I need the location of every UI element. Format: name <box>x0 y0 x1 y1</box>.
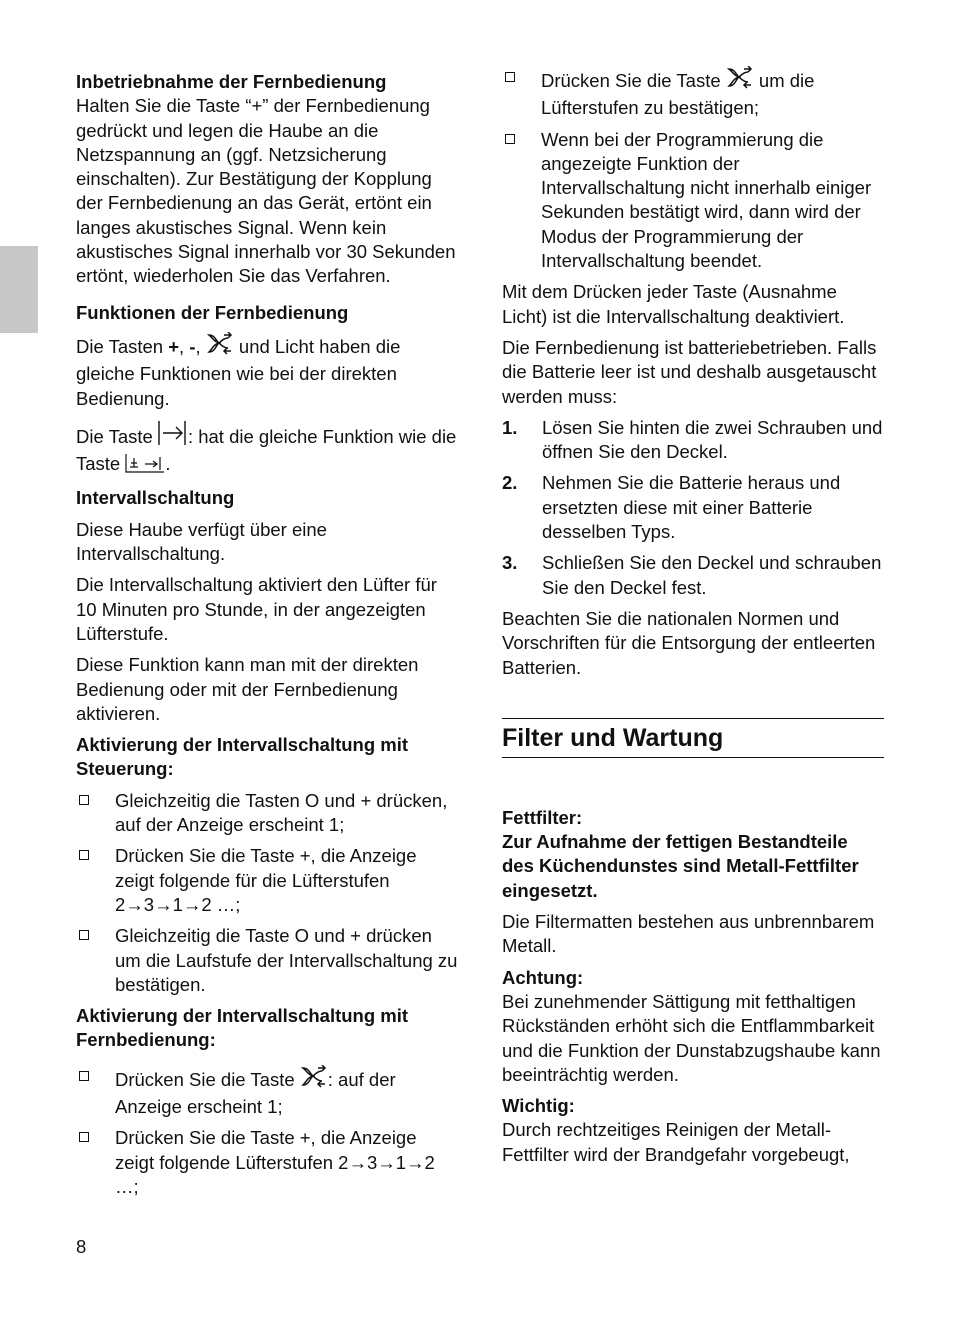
right-check-list <box>502 66 884 273</box>
fernbed-list <box>76 1065 458 1199</box>
steuerung-heading: Aktivierung der Intervallschaltung mit Steuerung: <box>76 734 409 780</box>
list-item <box>502 66 884 121</box>
intervall-paragraph-2: Die Intervallschaltung aktiviert den Lüfter für 10 Minuten pro Stunde, in der angezeigten Lüfterstufe. <box>76 574 437 644</box>
fettfilter-bold-text: Zur Aufnahme der fettigen Bestandteile des Küchendunstes sind Metall-Fettfilter eingesetzt. <box>502 831 859 901</box>
list-item <box>502 551 884 600</box>
fettfilter-heading: Fettfilter: <box>502 806 583 828</box>
battery-steps-list <box>502 416 884 600</box>
funktionen-paragraph-1 <box>76 332 458 411</box>
funktionen-heading: Funktionen der Fernbedienung <box>76 301 349 323</box>
list-item-text: : auf der Anzeige erscheint 1; <box>115 1068 396 1117</box>
funktionen-paragraph-2 <box>76 420 458 480</box>
text-span: . <box>165 453 171 475</box>
achtung-text: Bei zunehmender Sättigung mit fetthaltigen Rückständen erhöht sich die Entflammbarkeit und die Funktion der Dunstabzugshaube kann beeinträchtig werden. <box>502 990 881 1085</box>
intervall-paragraph-1: Diese Haube verfügt über eine Intervallschaltung. <box>76 518 327 565</box>
inbetrieb-heading: Inbetriebnahme der Fernbedienung <box>76 71 387 92</box>
inbetrieb-text: Halten Sie die Taste “+” der Fernbedienung gedrückt und legen die Haube an die Netzspannung an (ggf. Netzsicherung einschalten). Zur Bestätigung der Kopplung der Fernbedienung an das Gerät, ertönt ein langes akustisches Signal. Wenn kein akustisches Signal innerhalb vor 30 Sekunden ertönt, wiederholen Sie das Verfahren. <box>76 95 456 287</box>
fernbed-heading: Aktivierung der Intervallschaltung mit Fernbedienung: <box>76 1005 409 1051</box>
list-item-text: Schließen Sie den Deckel und schrauben Sie den Deckel fest. <box>542 552 882 598</box>
list-item-text: Drücken Sie die Taste +, die Anzeige zeigt folgende für die Lüfterstufen 2→3→1→2 …; <box>115 845 417 915</box>
checkbox-bullet-icon <box>505 72 515 82</box>
druecken-paragraph: Mit dem Drücken jeder Taste (Ausnahme Licht) ist die Intervallschaltung deaktiviert. <box>502 281 845 327</box>
checkbox-bullet-icon <box>79 930 89 940</box>
page-number: 8 <box>76 1236 87 1257</box>
list-item-text: um die Lüfterstufen zu bestätigen; <box>541 70 815 119</box>
list-item <box>502 471 884 544</box>
list-item-text: Wenn bei der Programmierung die angezeigte Funktion der Intervallschaltung nicht innerhalb einiger Sekunden bestätigt wird, dann wird der Modus der Programmierung der Intervallschaltung beendet. <box>541 128 872 272</box>
list-item-text: Drücken Sie die Taste +, die Anzeige zeigt folgende Lüfterstufen 2→3→1→2 …; <box>115 1127 435 1197</box>
intervall-paragraph-3: Diese Funktion kann man mit der direkten Bedienung oder mit der Fernbedienung aktivieren. <box>76 654 419 724</box>
text-span: Die Taste <box>76 425 158 447</box>
fan-interval-icon <box>206 332 234 362</box>
normen-paragraph: Beachten Sie die nationalen Normen und Vorschriften für die Entsorgung der entleerten Batterien. <box>502 607 876 678</box>
fan-interval-icon <box>726 66 754 96</box>
section-tab-marker <box>0 246 38 333</box>
step-number: 1. <box>502 416 518 438</box>
section-title: Filter und Wartung <box>502 718 884 758</box>
list-item-text: Lösen Sie hinten die zwei Schrauben und öffnen Sie den Deckel. <box>542 416 883 463</box>
checkbox-bullet-icon <box>79 850 89 860</box>
list-item <box>76 1126 458 1199</box>
checkbox-bullet-icon <box>79 795 89 805</box>
text-span: Die Tasten <box>76 335 169 357</box>
list-item-text: Drücken Sie die Taste <box>115 1068 300 1090</box>
text-span: und Licht haben die gleiche Funktionen wie bei der direkten Bedienung. <box>76 335 401 409</box>
list-item <box>76 789 458 838</box>
text-span: : hat die gleiche Funktion wie die Taste <box>76 425 457 475</box>
list-item <box>76 1065 458 1120</box>
steuerung-list <box>76 789 458 997</box>
list-item-text: Nehmen Sie die Batterie heraus und ersetzten diese mit einer Batterie desselben Typs. <box>542 472 841 543</box>
checkbox-bullet-icon <box>505 134 515 144</box>
list-item-text: Gleichzeitig die Tasten O und + drücken, auf der Anzeige erscheint 1; <box>115 789 448 836</box>
minus-key: - <box>189 335 196 357</box>
list-item-text: Drücken Sie die Taste <box>541 70 726 91</box>
checkbox-bullet-icon <box>79 1132 89 1142</box>
filtermatten-paragraph: Die Filtermatten bestehen aus unbrennbarem Metall. <box>502 911 875 957</box>
step-number: 2. <box>502 472 518 494</box>
intervall-heading: Intervallschaltung <box>76 487 235 509</box>
list-item-text: Gleichzeitig die Taste O und + drücken um die Laufstufe der Intervallschaltung zu bestätigen. <box>115 925 458 995</box>
hood-key-icon <box>125 453 165 479</box>
wichtig-text: Durch rechtzeitiges Reinigen der Metall-Fettfilter wird der Brandgefahr vorgebeugt, <box>502 1119 850 1165</box>
step-number: 3. <box>502 552 518 574</box>
text-span: , <box>179 335 190 357</box>
text-span: , <box>195 335 206 357</box>
wichtig-heading: Wichtig: <box>502 1095 575 1117</box>
checkbox-bullet-icon <box>79 1071 89 1081</box>
plus-key: + <box>168 335 180 357</box>
left-column <box>76 70 458 1206</box>
list-item <box>502 416 884 465</box>
fan-interval-icon <box>300 1065 328 1095</box>
list-item <box>502 128 884 274</box>
right-column <box>502 66 884 1174</box>
list-item <box>76 844 458 917</box>
achtung-heading: Achtung: <box>502 966 584 988</box>
batterie-paragraph: Die Fernbedienung ist batteriebetrieben. Falls die Batterie leer ist und deshalb ausgetauscht werden muss: <box>502 336 877 407</box>
list-item <box>76 924 458 997</box>
arrow-right-bar-icon <box>158 420 188 452</box>
